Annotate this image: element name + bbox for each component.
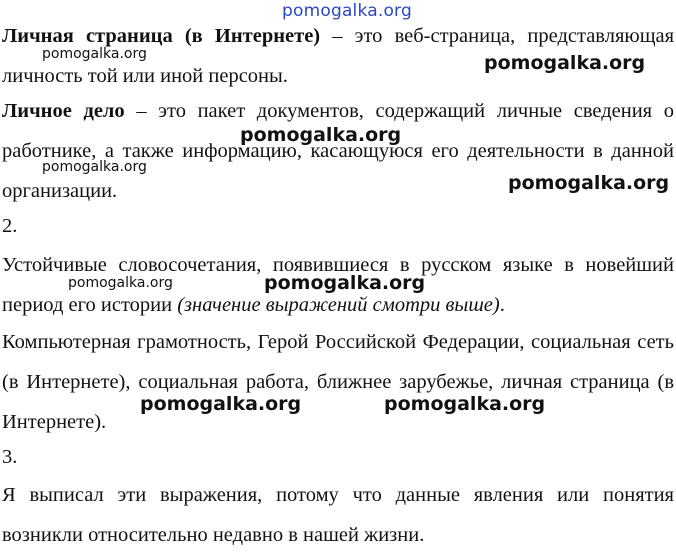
- watermark: pomogalka.org: [240, 124, 402, 146]
- term-personal-file: Личное дело: [2, 100, 125, 122]
- expression-list-end: .: [101, 411, 107, 433]
- watermark: pomogalka.org: [42, 159, 147, 175]
- definition-personal-file-text: – это пакет документов, содержащий личные сведения о работнике, а также информацию, касающуюся его деятельности в данной организации.: [2, 100, 674, 202]
- header-watermark: pomogalka.org: [282, 1, 412, 21]
- watermark: pomogalka.org: [42, 46, 147, 62]
- answer-paragraph-2-end: .: [499, 294, 505, 316]
- watermark: pomogalka.org: [264, 272, 426, 294]
- term-personal-page: Личная страница (в Интернете): [2, 25, 321, 47]
- section-number-3: 3.: [2, 446, 18, 468]
- answer-paragraph-2-note: (значение выражений смотри выше): [177, 294, 500, 316]
- watermark: pomogalka.org: [484, 52, 646, 74]
- watermark: pomogalka.org: [140, 393, 302, 415]
- answer-paragraph-2-text: Устойчивые словосочетания, появившиеся в русском языке в новейший период его истории: [2, 254, 674, 316]
- watermark: pomogalka.org: [68, 275, 173, 291]
- expression-list: [2, 322, 674, 442]
- answer-paragraph-3: Я выписал эти выражения, потому что данные явления или понятия возникли относительно недавно в нашей жизни.: [2, 484, 674, 546]
- definition-personal-page-text: – это веб-страница, представляющая личность той или иной персоны.: [2, 25, 675, 87]
- section-number-2: 2.: [2, 215, 18, 237]
- expression-list-text: Компьютерная грамотность, Герой Российской Федерации, социальная сеть (в Интернете), социальная работа, ближнее зарубежье, личная страница (в Интернете): [2, 331, 674, 433]
- watermark: pomogalka.org: [508, 172, 670, 194]
- watermark: pomogalka.org: [384, 393, 546, 415]
